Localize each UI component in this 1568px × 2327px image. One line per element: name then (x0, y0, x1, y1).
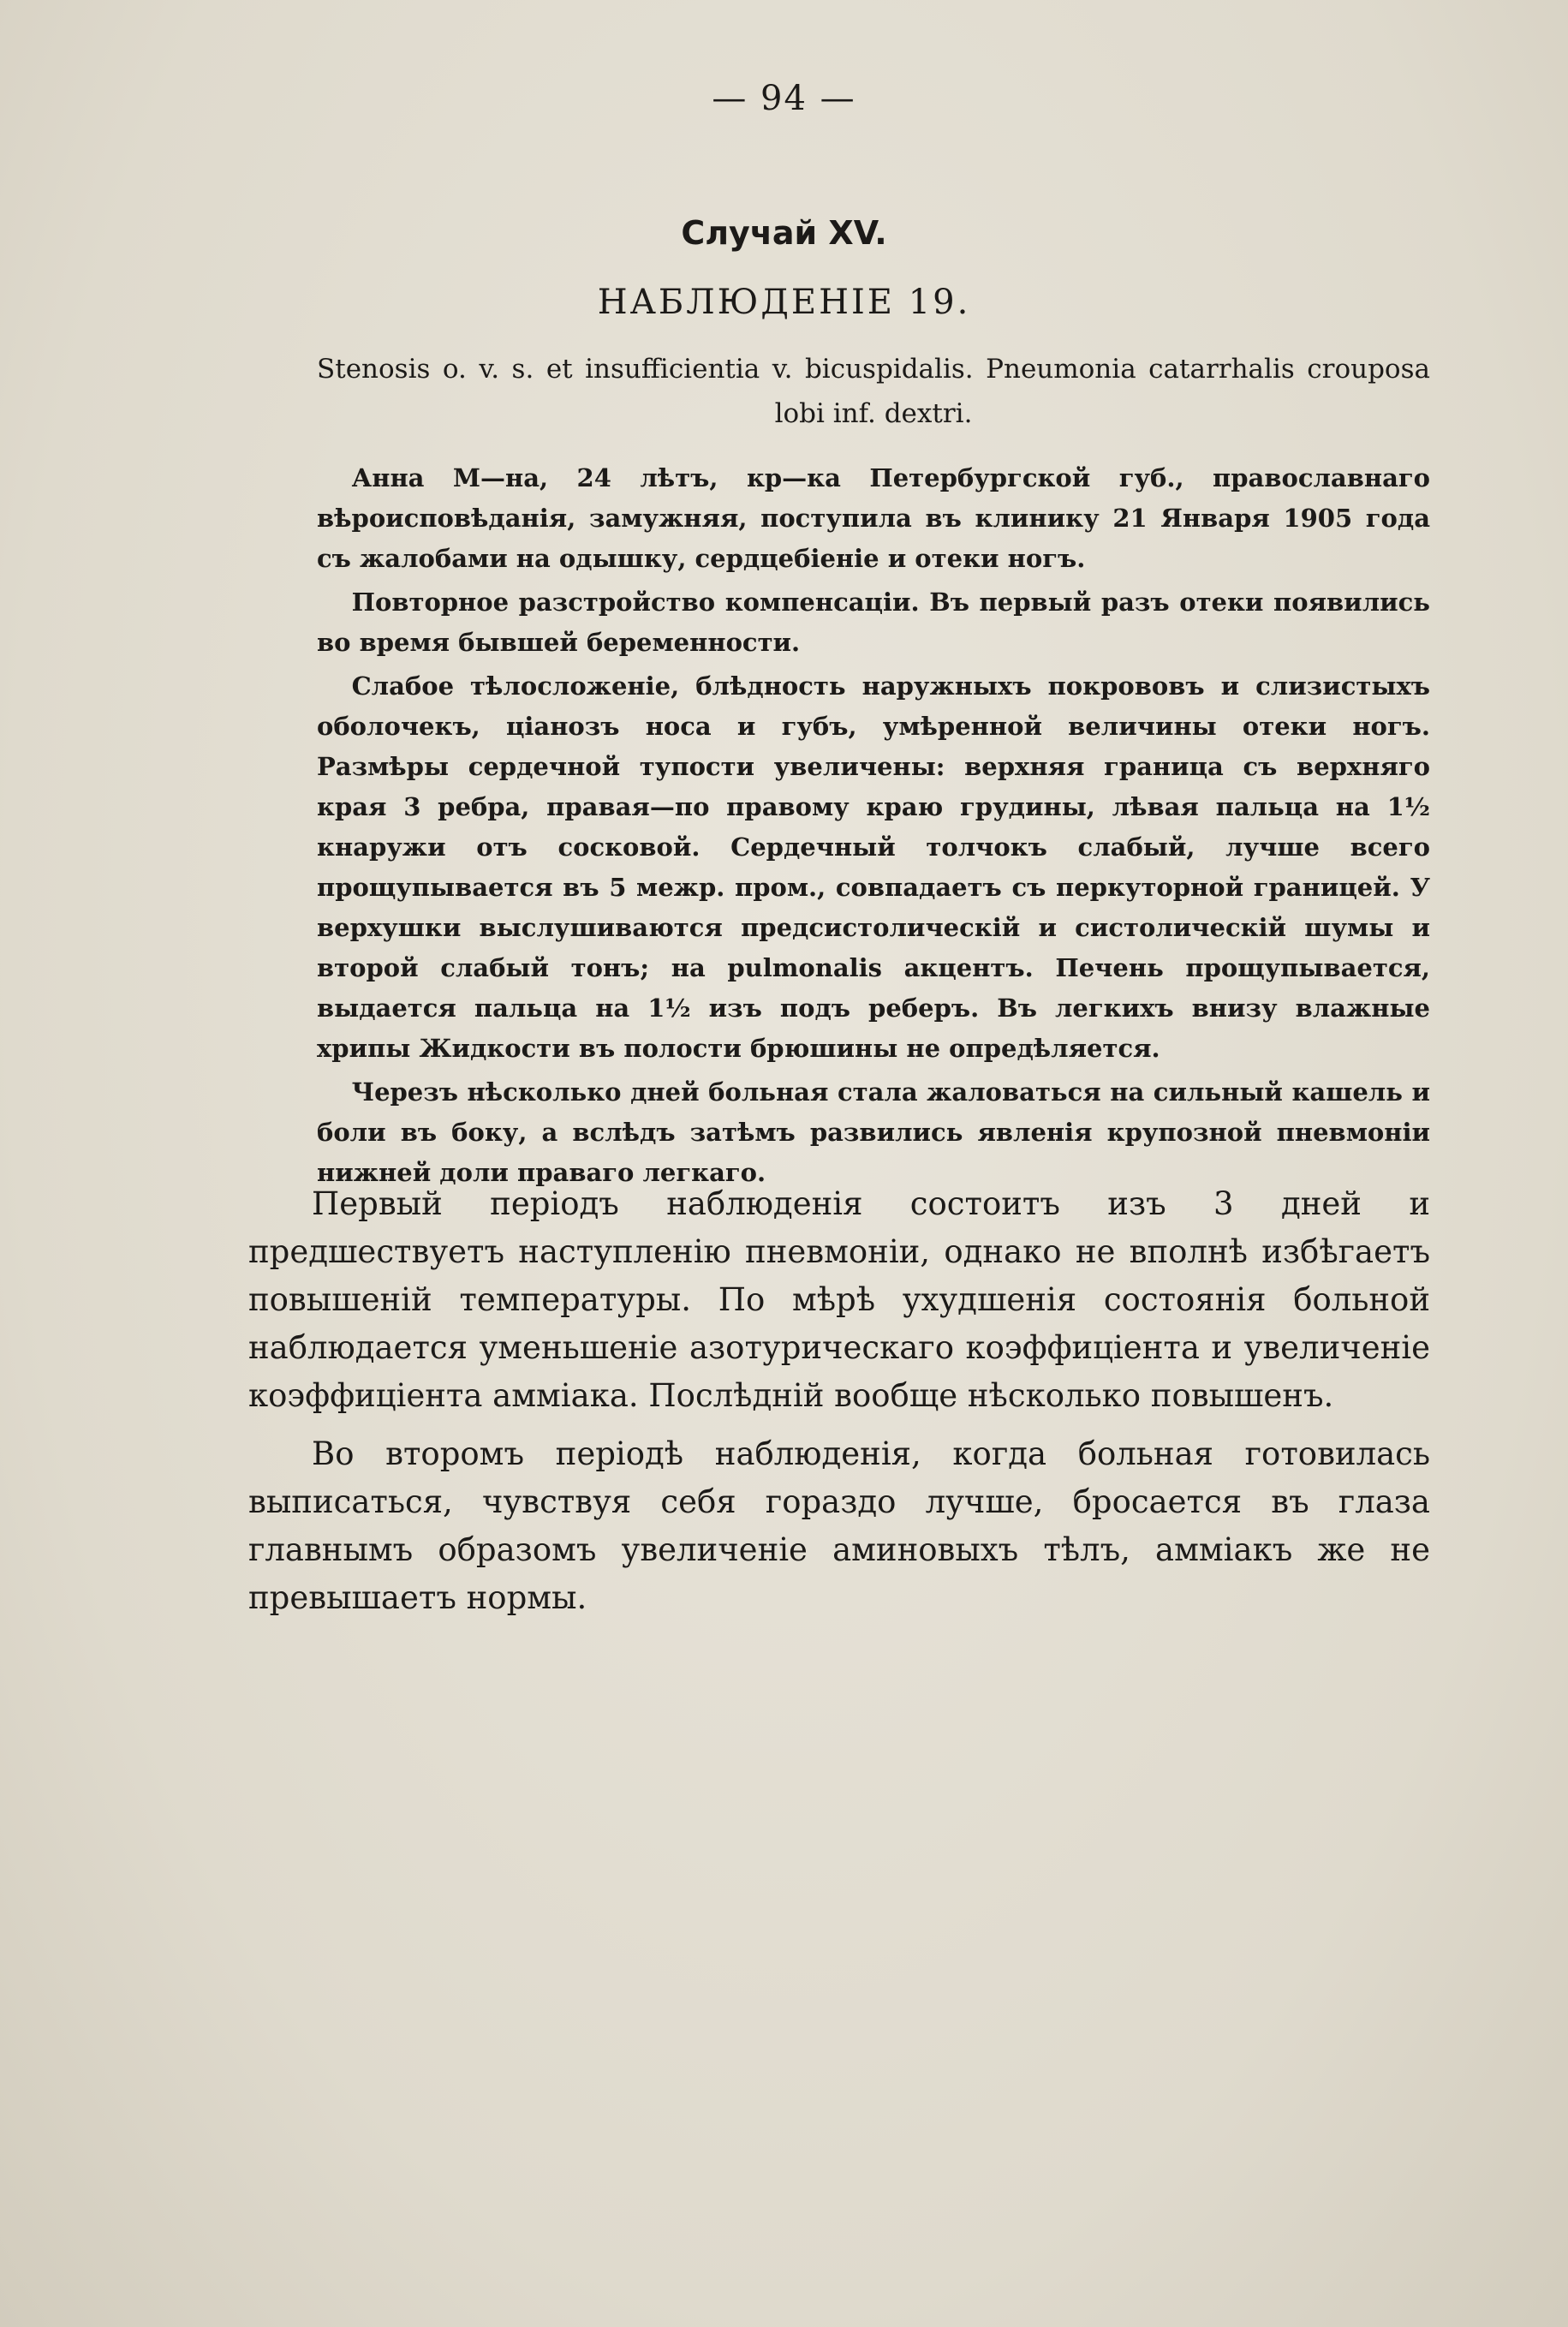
observation-title: НАБЛЮДЕНІЕ 19. (597, 283, 971, 322)
main-text (248, 1180, 1430, 1622)
history-paragraph: Анна М—на, 24 лѣтъ, кр—ка Петербургской губ., православнаго вѣроисповѣданія, замужняя, поступила въ клинику 21 Января 1905 года съ жалобами на одышку, сердцебіеніе и отеки ногъ. (317, 463, 1430, 573)
history-paragraph: Черезъ нѣсколько дней больная стала жаловаться на сильный кашель и боли въ боку, а вслѣдъ затѣмъ развились явленія крупозной пневмоніи нижней доли праваго легкаго. (317, 1077, 1430, 1187)
history-paragraph: Слабое тѣлосложеніе, блѣдность наружныхъ покрововъ и слизистыхъ оболочекъ, ціанозъ носа и губъ, умѣренной величины отеки ногъ. Размѣры сердечной тупости увеличены: верхняя граница съ верхняго края 3 ребра, правая—по правому краю грудины, лѣвая пальца на 1½ кнаружи отъ сосковой. Сердечный толчокъ слабый, лучше всего прощупывается въ 5 межр. пром., совпадаетъ съ перкуторной границей. У верхушки выслушиваются предсистолическій и систолическій шумы и второй слабый тонъ; на pulmonalis акцентъ. Печень прощупывается, выдается пальца на 1½ изъ подъ реберъ. Въ легкихъ внизу влажные хрипы Жидкости въ полости брюшины не опредѣляется. (317, 671, 1430, 1063)
history-paragraph: Повторное разстройство компенсаціи. Въ первый разъ отеки появились во время бывшей беременности. (317, 588, 1430, 657)
case-history (317, 458, 1430, 1193)
case-title: Случай XV. (681, 214, 887, 252)
diagnosis-text: Stenosis o. v. s. et insufficientia v. bicuspidalis. Pneumonia catarrhalis crouposa lobi inf. dextri. (317, 354, 1430, 429)
body-paragraph: Первый періодъ наблюденія состоитъ изъ 3 дней и предшествуетъ наступленію пневмоніи, однако не вполнѣ избѣгаетъ повышеній температуры. По мѣрѣ ухудшенія состоянія больной наблюдается уменьшеніе азотурическаго коэффиціента и увеличеніе коэффиціента амміака. Послѣдній вообще нѣсколько повышенъ. (248, 1185, 1430, 1414)
page-number: — 94 — (712, 79, 856, 118)
body-paragraph: Во второмъ періодѣ наблюденія, когда больная готовилась выписаться, чувствуя себя гораздо лучше, бросается въ глаза главнымъ образомъ увеличеніе аминовыхъ тѣлъ, амміакъ же не превышаетъ нормы. (248, 1435, 1430, 1616)
